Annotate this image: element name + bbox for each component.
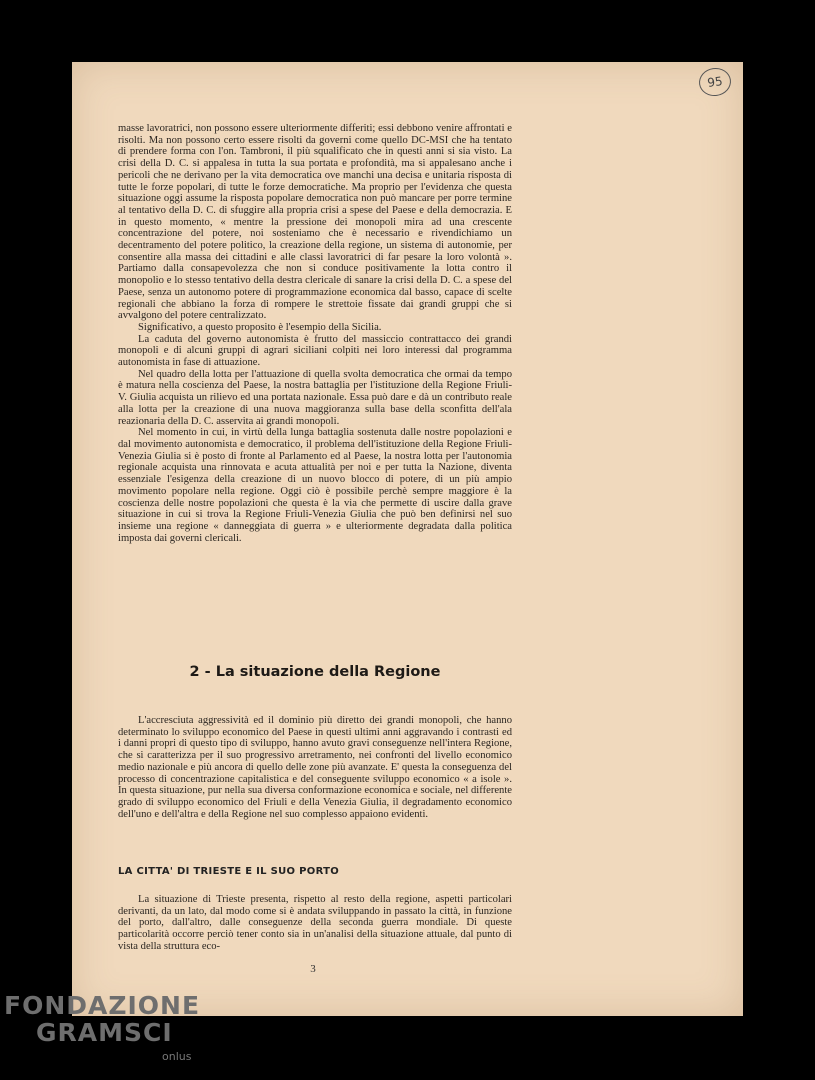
body-text-section-1 [118, 123, 512, 544]
paragraph: L'accresciuta aggressività ed il dominio più diretto dei grandi monopoli, che hanno determinato lo sviluppo economico del Paese in questi ultimi anni aggravando i contrasti ed i danni propri di questo tipo di sviluppo, hanno avuto gravi conseguenze nell'intera Regione, che si caratterizza per il suo progressivo arretramento, nei confronti del livello economico medio nazionale e più ancora di quello delle zone più avanzate. E' questa la conseguenza del processo di concentrazione capitalistica e del conseguente sviluppo economico « a isole ». In questa situazione, pur nella sua diversa conformazione economica e sociale, nel differente grado di sviluppo economico del Friuli e della Venezia Giulia, il degradamento economico dell'uno e dell'altra e della Regione nel suo complesso appaiono evidenti. [118, 715, 512, 820]
paragraph: La caduta del governo autonomista è frutto del massiccio contrattacco dei grandi monopoli e di alcuni gruppi di agrari siciliani colpiti nei loro interessi dal programma autonomista in fase di attuazione. [118, 333, 512, 369]
watermark-logo-line2: GRAMSCI [36, 1018, 173, 1047]
body-text-section-2 [118, 715, 512, 820]
paragraph: Significativo, a questo proposito è l'esempio della Sicilia. [138, 321, 382, 333]
page-number: 3 [310, 963, 316, 975]
paragraph: masse lavoratrici, non possono essere ulteriormente differiti; essi debbono venire affrontati e risolti. Ma non possono certo essere risolti da governi come quello DC-MSI che ha tentato di prendere forma con l'on. Tambroni, il più squalificato che in questi anni si sia visto. La crisi della D. C. si appalesa in tutta la sua portata e profondità, ma si appalesano anche i pericoli che ne derivano per la vita democratica ove manchi una decisa e unitaria risposta di tutte le forze popolari, di tutte le forze democratiche. Ma proprio per l'evidenza che questa situazione oggi assume la risposta popolare democratica non può mancare per porre termine al tentativo della D. C. di sfuggire alla propria crisi a spese del Paese e della democrazia. E in questo momento, « mentre la pressione dei monopoli mira ad una crescente concentrazione del potere, noi sosteniamo che è necessario e rivendichiamo un decentramento del potere politico, la creazione della regione, un sistema di autonomie, per consentire alla massa dei cittadini e alle classi lavoratrici di far pesare la loro volontà ». Partiamo dalla consapevolezza che non si conduce positivamente la lotta contro il monopolio e lo stesso tentativo della destra clericale di sanare la crisi della D. C. a spese del Paese, senza un autonomo potere di programmazione economica dal basso, capace di scelte regionali che abbiano la forza di rompere le strettoie fissate dai grandi gruppi che si avvalgono del potere centralizzato. [118, 123, 512, 322]
section-heading: 2 - La situazione della Regione [189, 664, 441, 680]
paragraph: Nel quadro della lotta per l'attuazione di quella svolta democratica che ormai da tempo è matura nella coscienza del Paese, la nostra battaglia per l'istituzione della Regione Friuli-V. Giulia acquista un rilievo ed una portata nazionale. Essa può dare e dà un contributo reale alla lotta per la creazione di una nuova maggioranza sulla base della sconfitta dell'ala reazionaria della D. C. asservita ai grandi monopoli. [118, 368, 512, 427]
paragraph: Nel momento in cui, in virtù della lunga battaglia sostenuta dalle nostre popolazioni e dal movimento autonomista e democratico, il problema dell'istituzione della Regione Friuli-Venezia Giulia si è posto di fronte al Parlamento ed al Paese, la nostra lotta per l'autonomia regionale acquista una rinnovata e acuta attualità per noi e per tutta la Nazione, diventa essenziale l'esigenza della creazione di un nuovo blocco di potere, di un più ampio movimento popolare nella regione. Oggi ciò è possibile perchè sempre maggiore è la coscienza delle nostre popolazioni che questa è la via che permette di uscire dalla grave situazione in cui si trova la Regione Friuli-Venezia Giulia che può ben definirsi nel suo insieme una regione « danneggiata di guerra » e ulteriormente degradata dalla politica imposta dai governi clericali. [118, 427, 512, 544]
body-text-section-3 [118, 894, 512, 953]
watermark-logo-line1: FONDAZIONE [4, 991, 201, 1020]
subheading-trieste: LA CITTA' DI TRIESTE E IL SUO PORTO [118, 866, 340, 877]
watermark-logo-line3: onlus [162, 1050, 192, 1063]
paragraph: La situazione di Trieste presenta, rispetto al resto della regione, aspetti particolari derivanti, da un lato, dal modo come si è andata sviluppando in passato la città, in funzione del porto, dall'altro, dalle conseguenze della seconda guerra mondiale. Di queste particolarità occorre perciò tener conto sia in un'analisi della situazione attuale, dal punto di vista della struttura eco- [118, 894, 512, 952]
handwritten-page-annotation: 95 [697, 66, 733, 98]
